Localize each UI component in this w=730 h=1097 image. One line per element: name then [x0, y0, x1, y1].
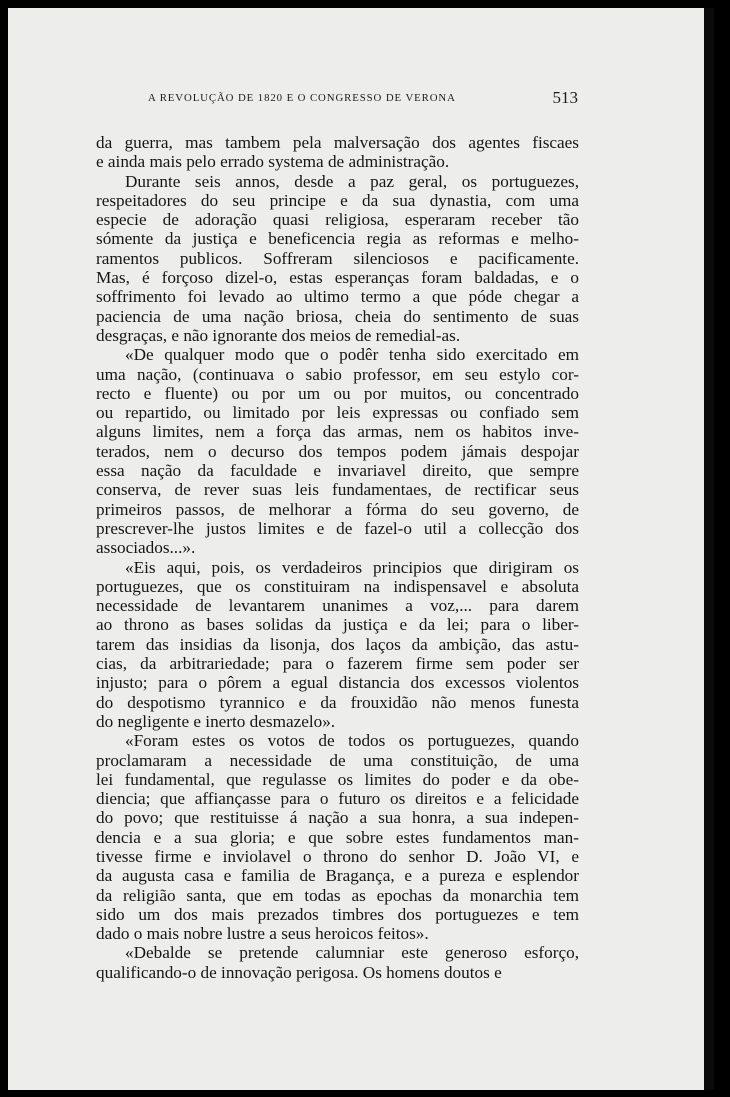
text-line: tivesse firme e inviolavel o throno do senhor D. João VI, e — [96, 846, 579, 866]
text-line: sido um dos mais prezados timbres dos portuguezes e tem — [96, 904, 579, 924]
text-line: lei fundamental, que regulasse os limites do poder e da obe- — [96, 769, 579, 789]
text-line: diencia; que affiançasse para o futuro os direitos e a felicidade — [96, 789, 579, 809]
text-line: essa nação da faculdade e invariavel direito, que sempre — [96, 461, 579, 481]
text-line: injusto; para o pôrem a egual distancia dos excessos violentos — [96, 673, 579, 693]
text-line: necessidade de levantarem unanimes a voz,... para darem — [96, 596, 579, 616]
text-line: conserva, de rever suas leis fundamentaes, de rectificar seus — [96, 480, 579, 500]
text-line: alguns limites, nem a força das armas, nem os habitos inve- — [96, 422, 579, 442]
text-line: dado o mais nobre lustre a seus heroicos feitos». — [96, 924, 429, 944]
text-line: prescrever-lhe justos limites e de fazel-o util a collecção dos — [96, 518, 579, 538]
text-line: respeitadores do seu principe e da sua dynastia, com uma — [96, 190, 579, 210]
text-line: «Eis aqui, pois, os verdadeiros principios que dirigiram os — [125, 557, 579, 577]
text-line: uma nação, (continuava o sabio professor, em seu estylo cor- — [96, 364, 579, 384]
text-line: especie de adoração quasi religiosa, esperaram receber tão — [96, 210, 579, 230]
running-title: A REVOLUÇÃO DE 1820 E O CONGRESSO DE VERONA — [148, 92, 456, 104]
text-line: desgraças, e não ignorante dos meios de remedial-as. — [96, 325, 461, 345]
text-line: da guerra, mas tambem pela malversação dos agentes fiscaes — [96, 133, 579, 152]
text-line: dencia e a sua gloria; e que sobre estes fundamentos man- — [96, 827, 579, 847]
text-line: soffrimento foi levado ao ultimo termo a que póde chegar a — [96, 287, 579, 307]
text-line: qualificando-o de innovação perigosa. Os homens doutos e — [96, 962, 502, 982]
text-line: da religião santa, que em todas as epochas da monarchia tem — [96, 885, 579, 905]
text-line: «Debalde se pretende calumniar este generoso esforço, — [125, 943, 579, 963]
text-line: «Foram estes os votos de todos os portuguezes, quando — [125, 731, 579, 751]
page-number: 513 — [552, 88, 578, 107]
text-line: ou repartido, ou limitado por leis expressas ou confiado sem — [96, 403, 579, 423]
paragraph — [96, 172, 579, 346]
text-line: recto e fluente) ou por um ou por muitos, ou concentrado — [96, 383, 579, 403]
paragraph — [96, 133, 579, 172]
text-line: do negligente e inerto desmazelo». — [96, 711, 336, 731]
paragraph — [96, 345, 579, 557]
text-line: Durante seis annos, desde a paz geral, os portuguezes, — [125, 171, 579, 191]
text-line: ao throno as bases solidas da justiça e da lei; para o liber- — [96, 615, 579, 635]
text-line: tarem das insidias da lisonja, dos laços da ambição, das astu- — [96, 634, 579, 654]
text-line: Mas, é forçoso dizel-o, estas esperanças foram baldadas, e o — [96, 268, 579, 288]
text-line: do despotismo tyrannico e da frouxidão não menos funesta — [96, 692, 579, 712]
paragraph — [96, 731, 579, 943]
text-line: portuguezes, que os constituiram na indispensavel e absoluta — [96, 576, 579, 596]
body-text — [96, 133, 579, 982]
text-line: ramentos publicos. Soffreram silenciosos e pacificamente. — [96, 248, 579, 268]
book-page — [8, 8, 714, 1090]
text-line: e ainda mais pelo errado systema de administração. — [96, 152, 450, 172]
text-line: cias, da arbitrariedade; para o fazerem firme sem poder ser — [96, 654, 579, 674]
text-line: primeiros passos, de melhorar a fórma do seu governo, de — [96, 499, 579, 519]
page-header — [148, 88, 578, 110]
text-line: associados...». — [96, 538, 196, 558]
text-line: sómente da justiça e beneficencia regia as reformas e melho- — [96, 229, 579, 249]
text-line: da augusta casa e familia de Bragança, e a pureza e esplendor — [96, 866, 579, 886]
text-line: paciencia de uma nação briosa, cheia do sentimento de suas — [96, 306, 579, 326]
text-line: «De qualquer modo que o podêr tenha sido exercitado em — [125, 345, 579, 365]
text-line: terados, nem o decurso dos tempos podem jámais despojar — [96, 441, 579, 461]
text-line: do povo; que restituisse á nação a sua honra, a sua indepen- — [96, 808, 579, 828]
paragraph — [96, 943, 579, 982]
paragraph — [96, 558, 579, 732]
text-line: proclamaram a necessidade de uma constituição, de uma — [96, 750, 579, 770]
